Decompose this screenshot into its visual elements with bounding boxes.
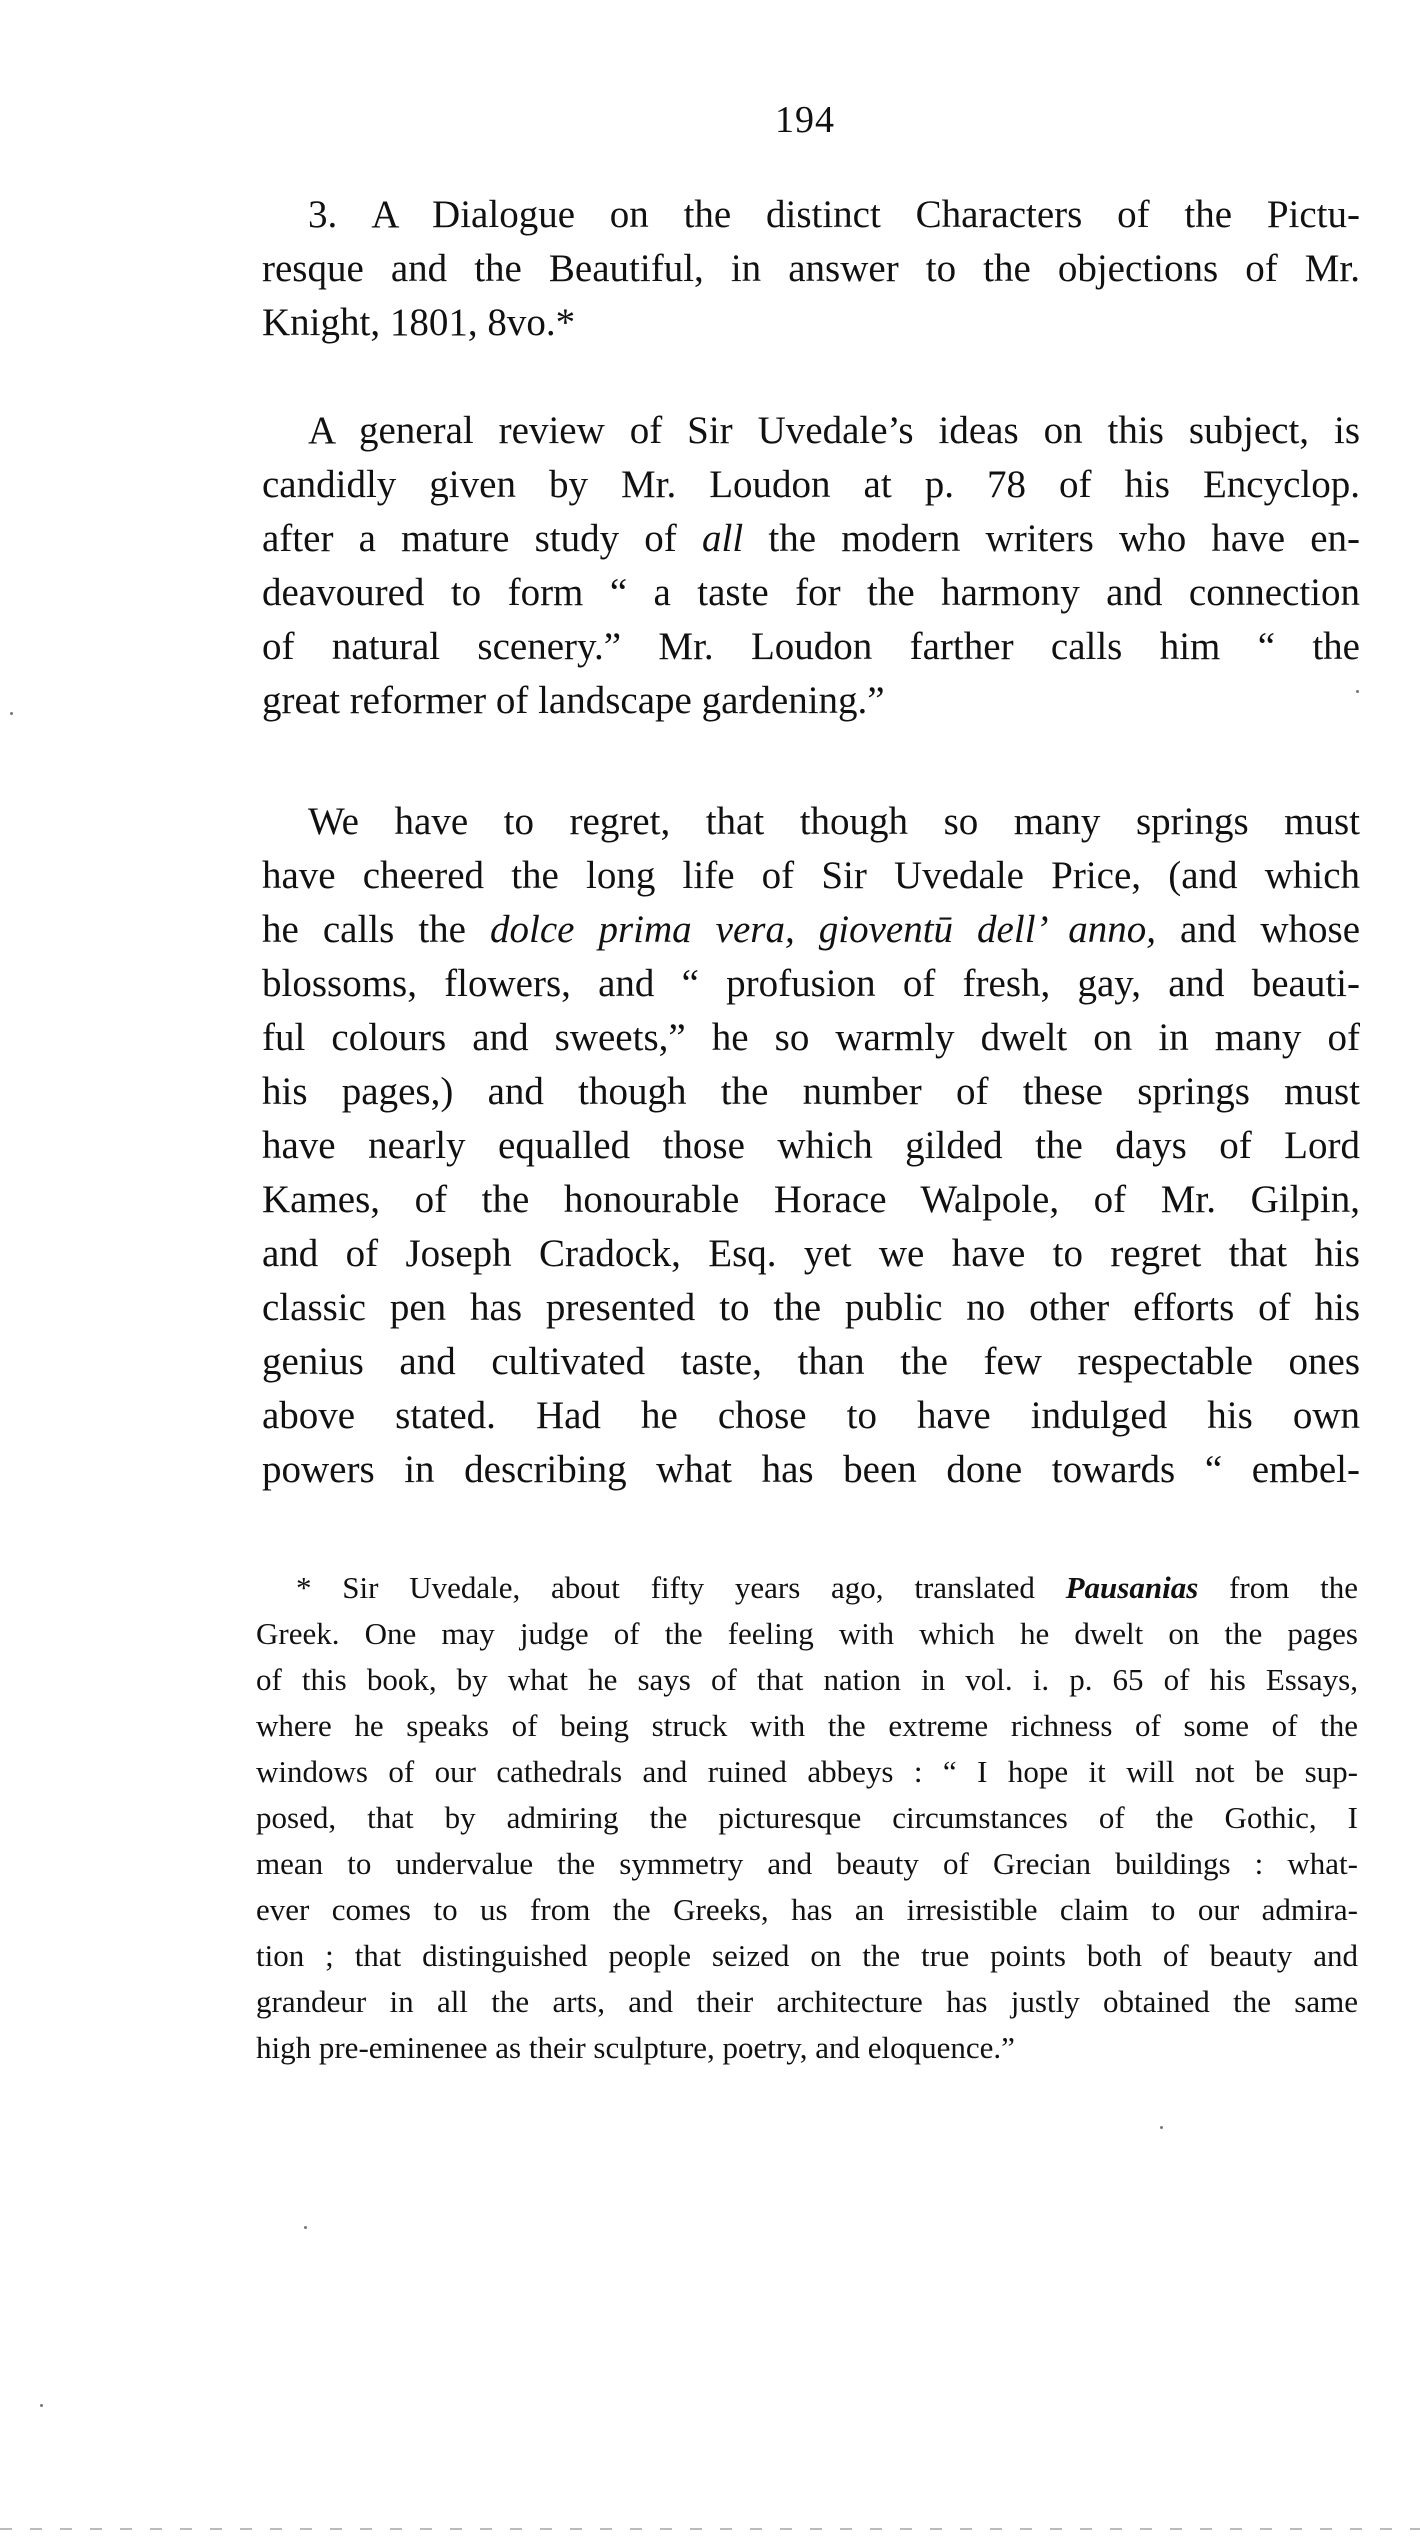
footnote — [256, 1565, 1358, 2071]
text-fragment: * Sir Uvedale, about fifty years ago, translated — [296, 1570, 1035, 1605]
footnote-line: of this book, by what he says of that nation in vol. i. p. 65 of his Essays, — [256, 1662, 1358, 1697]
text-line: of natural scenery.” Mr. Loudon farther calls him “ the — [262, 625, 1360, 668]
footnote-line: where he speaks of being struck with the extreme richness of some of the — [256, 1708, 1358, 1743]
text-line: We have to regret, that though so many springs must — [308, 800, 1360, 843]
item-number: 3. — [308, 193, 338, 236]
paper-speck — [10, 712, 13, 715]
text-line: Kames, of the honourable Horace Walpole, of Mr. Gilpin, — [262, 1178, 1360, 1221]
item-title-start: A Dialogue on the distinct Characters of the Pictu- — [371, 193, 1360, 236]
text-line — [262, 188, 1360, 242]
paper-speck — [40, 2404, 43, 2407]
footnote-line: tion ; that distinguished people seized on the true points both of beauty and — [256, 1938, 1358, 1973]
footnote-line — [256, 1565, 1358, 1611]
footnote-line: grandeur in all the arts, and their architecture has justly obtained the same — [256, 1984, 1358, 2019]
text-line: resque and the Beautiful, in answer to the objections of Mr. — [262, 247, 1360, 290]
footnote-line: mean to undervalue the symmetry and beauty of Grecian buildings : what- — [256, 1846, 1358, 1881]
footnote-line: Greek. One may judge of the feeling with which he dwelt on the pages — [256, 1616, 1358, 1651]
text-fragment: and whose — [1180, 908, 1360, 951]
text-line: genius and cultivated taste, than the few respectable ones — [262, 1340, 1360, 1383]
emphasis-text: dolce prima vera, gioventū dell’ anno, — [490, 908, 1156, 951]
text-line: Knight, 1801, 8vo.* — [262, 301, 576, 344]
book-title: Pausanias — [1065, 1570, 1199, 1605]
paper-speck — [304, 2226, 307, 2229]
text-fragment: from the — [1229, 1570, 1358, 1605]
text-line: and of Joseph Cradock, Esq. yet we have to regret that his — [262, 1232, 1360, 1275]
text-line: A general review of Sir Uvedale’s ideas on this subject, is — [308, 409, 1360, 452]
text-line: powers in describing what has been done towards “ embel- — [262, 1448, 1360, 1491]
text-line: blossoms, flowers, and “ profusion of fresh, gay, and beauti- — [262, 962, 1360, 1005]
page-edge — [0, 2528, 1420, 2530]
page-number: 194 — [775, 99, 835, 141]
paragraph-review — [262, 404, 1360, 728]
footnote-line: windows of our cathedrals and ruined abbeys : “ I hope it will not be sup- — [256, 1754, 1358, 1789]
paper-speck — [1356, 690, 1359, 693]
text-line — [262, 512, 1360, 566]
text-line: deavoured to form “ a taste for the harmony and connection — [262, 571, 1360, 614]
text-line: classic pen has presented to the public no other efforts of his — [262, 1286, 1360, 1329]
emphasis-text: all — [702, 517, 744, 560]
text-fragment: after a mature study of — [262, 517, 677, 560]
text-fragment: he calls the — [262, 908, 466, 951]
paragraph-regret — [262, 795, 1360, 1497]
text-fragment: the modern writers who have en- — [768, 517, 1360, 560]
text-line: his pages,) and though the number of these springs must — [262, 1070, 1360, 1113]
text-line: candidly given by Mr. Loudon at p. 78 of his Encyclop. — [262, 463, 1360, 506]
text-line: above stated. Had he chose to have indulged his own — [262, 1394, 1360, 1437]
footnote-line: ever comes to us from the Greeks, has an irresistible claim to our admira- — [256, 1892, 1358, 1927]
footnote-line: high pre-eminenee as their sculpture, poetry, and eloquence.” — [256, 2030, 1015, 2065]
text-line: have nearly equalled those which gilded the days of Lord — [262, 1124, 1360, 1167]
paper-speck — [1160, 2126, 1163, 2129]
footnote-line: posed, that by admiring the picturesque circumstances of the Gothic, I — [256, 1800, 1358, 1835]
text-line: have cheered the long life of Sir Uvedale Price, (and which — [262, 854, 1360, 897]
text-line: ful colours and sweets,” he so warmly dwelt on in many of — [262, 1016, 1360, 1059]
text-line: great reformer of landscape gardening.” — [262, 679, 885, 722]
text-line — [262, 903, 1360, 957]
bibliography-item — [262, 188, 1360, 350]
